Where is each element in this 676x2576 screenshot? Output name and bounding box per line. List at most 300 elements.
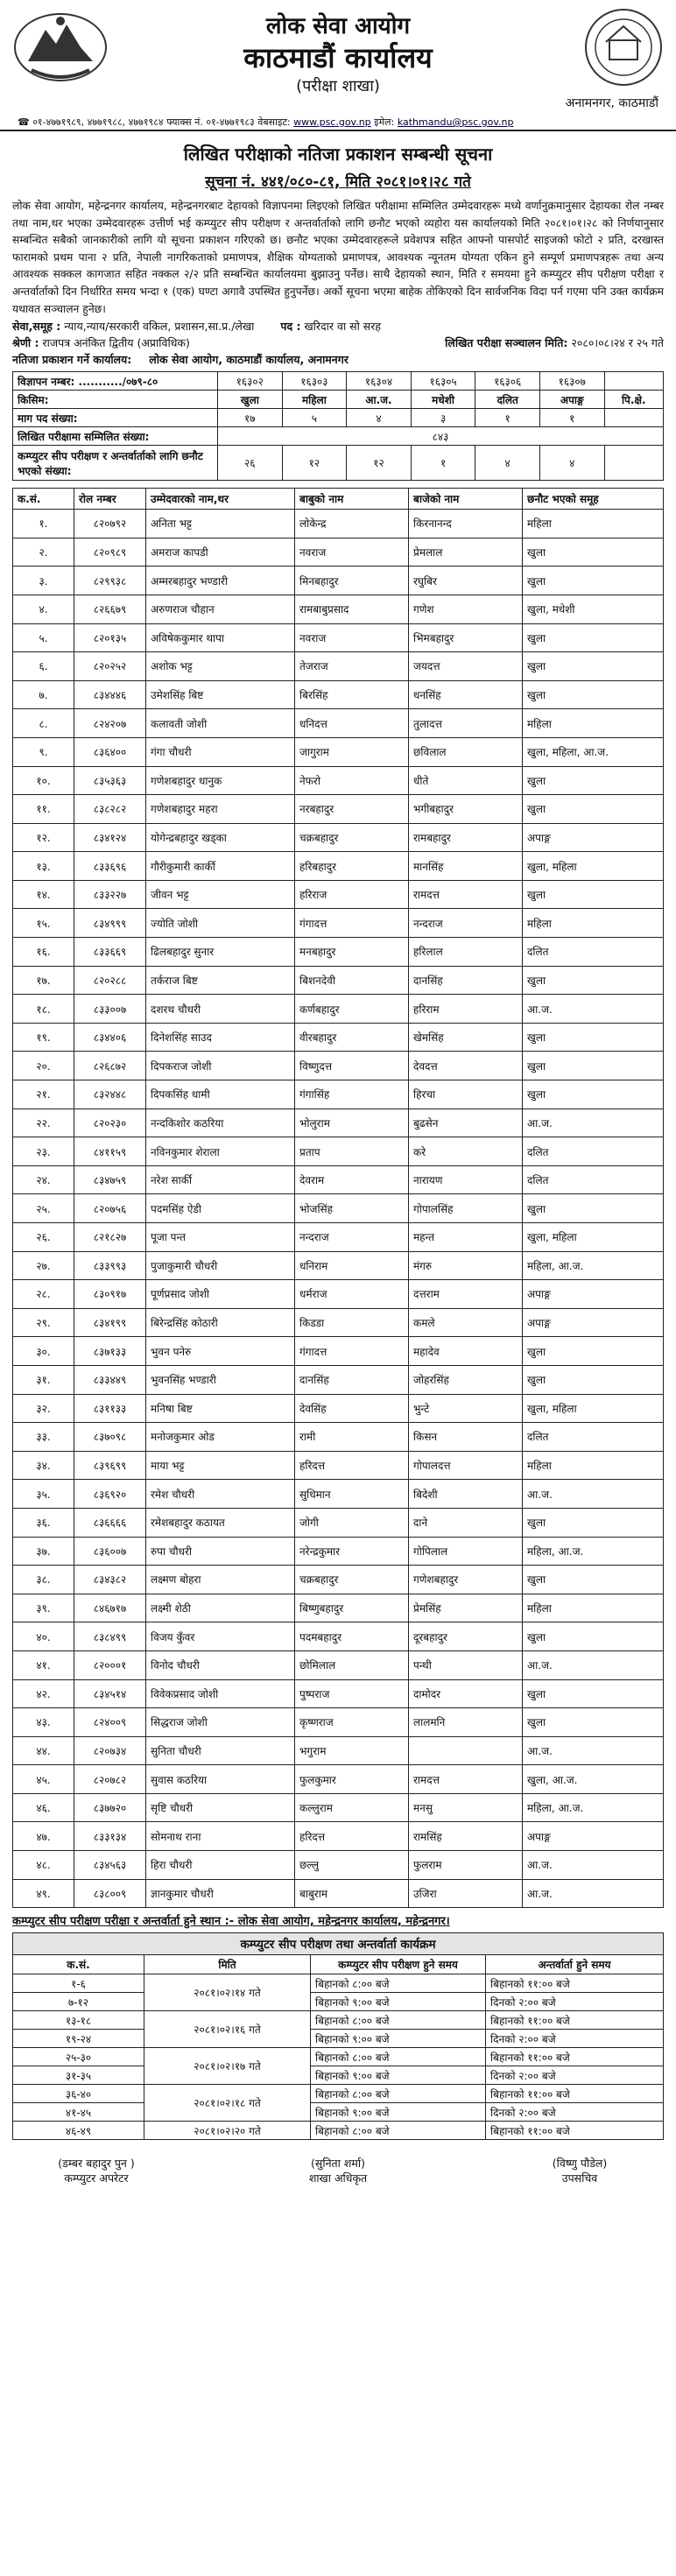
cell-roll: ८२०२३० xyxy=(74,1109,146,1137)
cell-sn: १०. xyxy=(13,766,74,795)
cell-group: खुला xyxy=(523,1708,664,1737)
cell-sn: २८. xyxy=(13,1280,74,1309)
cell-roll: ८३७७२० xyxy=(74,1793,146,1822)
cell-name: नविनकुमार शेराला xyxy=(146,1137,295,1166)
cell-group: दलित xyxy=(523,1165,664,1194)
cell-name: दिपकसिंह धामी xyxy=(146,1080,295,1109)
candidate-row xyxy=(13,1879,664,1908)
cell-roll: ८२०१३५ xyxy=(74,623,146,652)
adv-number: १६३०२ xyxy=(218,372,283,391)
cell-grandfather: रामसिंह xyxy=(409,1822,523,1851)
sched-range: ३६-४० xyxy=(13,2085,144,2103)
signatory xyxy=(510,2156,650,2185)
sched-range: १३-१८ xyxy=(13,2011,144,2030)
signatory-role: कम्प्युटर अपरेटर xyxy=(64,2171,129,2185)
sched-skill-time: बिहानको ८:०० बजे xyxy=(311,2122,486,2140)
cell-sn: ७. xyxy=(13,680,74,709)
cell-sn: १३. xyxy=(13,852,74,881)
cell-roll: ८२०९८९ xyxy=(74,538,146,567)
candidate-rows xyxy=(13,510,664,1908)
cell-father: नरबहादुर xyxy=(295,795,409,824)
cell-father: बाबुराम xyxy=(295,1879,409,1908)
candidate-row xyxy=(13,1308,664,1337)
sched-interview-time: बिहानको ११:०० बजे xyxy=(486,2085,664,2103)
cell-roll: ८२०००१ xyxy=(74,1650,146,1679)
cell-father: बिशनदेवी xyxy=(295,966,409,995)
cell-sn: २९. xyxy=(13,1308,74,1337)
cell-group: आ.ज. xyxy=(523,995,664,1024)
cell-name: बिरेन्द्रसिंह कोठारी xyxy=(146,1308,295,1337)
venue-value: लोक सेवा आयोग, महेन्द्रनगर कार्यालय, महेन्द्रनगर। xyxy=(237,1915,450,1929)
cell-sn: ३९. xyxy=(13,1594,74,1622)
kind-label: किसिम: xyxy=(13,391,218,409)
cell-father: छोमिलाल xyxy=(295,1650,409,1679)
demand-cell: ४ xyxy=(347,409,412,427)
cell-sn: २०. xyxy=(13,1052,74,1080)
cell-name: तर्कराज बिष्ट xyxy=(146,966,295,995)
cell-group: महिला xyxy=(523,1451,664,1480)
candidate-row xyxy=(13,1023,664,1052)
org-name: लोक सेवा आयोग xyxy=(265,13,411,39)
cell-group: अपाङ्ग xyxy=(523,1280,664,1309)
candidate-row xyxy=(13,538,664,567)
cell-sn: २३. xyxy=(13,1137,74,1166)
letterhead xyxy=(0,0,676,131)
cell-name: उमेशसिंह बिष्ट xyxy=(146,680,295,709)
sched-range: १-६ xyxy=(13,1974,144,1993)
cell-group: खुला, महिला xyxy=(523,852,664,881)
cell-roll: ८४११५९ xyxy=(74,1137,146,1166)
cell-roll: ८३४४०६ xyxy=(74,1023,146,1052)
cell-sn: १८. xyxy=(13,995,74,1024)
cell-father: कल्लुराम xyxy=(295,1793,409,1822)
cell-roll: ८३३१३४ xyxy=(74,1822,146,1851)
signatory-name: (सुनिता शर्मा) xyxy=(311,2157,365,2171)
adv-row xyxy=(13,372,664,391)
adv-number: १६३०४ xyxy=(347,372,412,391)
cell-roll: ८२४२०७ xyxy=(74,709,146,738)
cell-roll: ८३०९१७ xyxy=(74,1280,146,1309)
service-value: न्याय,न्याय/सरकारी वकिल, प्रशासन,सा.प्र./लेखा xyxy=(64,320,255,334)
cell-father: रामी xyxy=(295,1423,409,1452)
candidate-row xyxy=(13,1650,664,1679)
cell-roll: ८२०७८२ xyxy=(74,1765,146,1794)
selected-label: कम्प्युटर सीप परीक्षण र अन्तर्वार्ताको लागि छनौट भएको संख्या: xyxy=(13,446,218,481)
cell-name: गंगा चौधरी xyxy=(146,737,295,766)
candidate-row xyxy=(13,1822,664,1851)
cell-grandfather: बुढसेन xyxy=(409,1109,523,1137)
cell-father: भोजसिंह xyxy=(295,1194,409,1223)
cell-group: अपाङ्ग xyxy=(523,1822,664,1851)
sched-range: ४६-४९ xyxy=(13,2122,144,2140)
cell-name: अशोक भट्ट xyxy=(146,652,295,681)
cell-group: खुला xyxy=(523,1566,664,1594)
cell-father: मनबहादुर xyxy=(295,938,409,967)
cell-grandfather: लालमनि xyxy=(409,1708,523,1737)
cell-name: नरेश सार्की xyxy=(146,1165,295,1194)
cell-sn: ४७. xyxy=(13,1822,74,1851)
cell-roll: ८३८००९ xyxy=(74,1879,146,1908)
cell-name: गणेशबहादुर महरा xyxy=(146,795,295,824)
kind-cell: महिला xyxy=(282,391,347,409)
cell-group: अपाङ्ग xyxy=(523,1308,664,1337)
cell-name: सिद्धराज जोशी xyxy=(146,1708,295,1737)
cell-name: विजय कुँवर xyxy=(146,1622,295,1651)
signatory-role: उपसचिव xyxy=(561,2171,598,2185)
schedule-row xyxy=(13,2011,664,2030)
demand-cell: ३ xyxy=(411,409,475,427)
cell-name: भुवनसिंह भण्डारी xyxy=(146,1365,295,1394)
cell-sn: १७. xyxy=(13,966,74,995)
demand-row xyxy=(13,409,664,427)
cell-roll: ८३४४४६ xyxy=(74,680,146,709)
cell-father: बिष्णुबहादुर xyxy=(295,1594,409,1622)
candidate-row xyxy=(13,938,664,967)
cell-father: गंगादत्त xyxy=(295,909,409,938)
cell-group: महिला, आ.ज. xyxy=(523,1251,664,1280)
cell-name: लक्ष्मण बोहरा xyxy=(146,1566,295,1594)
cell-grandfather: महादेव xyxy=(409,1337,523,1366)
cell-name: पदमसिंह ऐडी xyxy=(146,1194,295,1223)
cell-sn: ३७. xyxy=(13,1537,74,1566)
website-link[interactable]: www.psc.gov.np xyxy=(293,116,371,128)
cell-group: खुला xyxy=(523,795,664,824)
cell-group: आ.ज. xyxy=(523,1109,664,1137)
schedule-row xyxy=(13,2048,664,2066)
cell-father: किडडा xyxy=(295,1308,409,1337)
cell-roll: ८३३४४९ xyxy=(74,1365,146,1394)
cell-sn: २४. xyxy=(13,1165,74,1194)
exam-date-value: २०८०।०८।२४ र २५ गते xyxy=(571,336,664,350)
sched-range: ४१-४५ xyxy=(13,2103,144,2122)
cell-name: विवेकप्रसाद जोशी xyxy=(146,1679,295,1708)
sched-col-date: मिति xyxy=(144,1955,311,1974)
cell-sn: २७. xyxy=(13,1251,74,1280)
cell-sn: ३. xyxy=(13,567,74,595)
cell-roll: ८४६७१७ xyxy=(74,1594,146,1622)
exam-date-label: लिखित परीक्षा सञ्चालन मिति: xyxy=(445,336,568,350)
demand-cell: १७ xyxy=(218,409,283,427)
cell-grandfather: हरिलाल xyxy=(409,938,523,967)
cell-father: नेफरो xyxy=(295,766,409,795)
candidate-table xyxy=(12,488,664,1908)
cell-grandfather: गणेशबहादुर xyxy=(409,1566,523,1594)
kind-cell: आ.ज. xyxy=(347,391,412,409)
sched-skill-time: बिहानको ९:०० बजे xyxy=(311,2066,486,2085)
cell-father: कर्णबहादुर xyxy=(295,995,409,1024)
cell-group: खुला xyxy=(523,567,664,595)
cell-name: अमराज कापडी xyxy=(146,538,295,567)
cell-grandfather: नारायण xyxy=(409,1165,523,1194)
cell-grandfather: हिरचा xyxy=(409,1080,523,1109)
sched-interview-time: दिनको २:०० बजे xyxy=(486,2030,664,2048)
cell-group: दलित xyxy=(523,1423,664,1452)
cell-sn: १४. xyxy=(13,880,74,909)
cell-name: मनोजकुमार ओड xyxy=(146,1423,295,1452)
signatory xyxy=(268,2156,408,2185)
cell-grandfather: दूरबहादुर xyxy=(409,1622,523,1651)
adv-number xyxy=(604,372,663,391)
sched-interview-time: बिहानको ११:०० बजे xyxy=(486,1974,664,1993)
sched-col-range: क.सं. xyxy=(13,1955,144,1974)
cell-father: पदमबहादुर xyxy=(295,1622,409,1651)
post-label: पद : xyxy=(280,320,301,334)
cell-father: नवराज xyxy=(295,538,409,567)
cell-sn: ४६. xyxy=(13,1793,74,1822)
cell-group: खुला xyxy=(523,966,664,995)
cell-sn: ३२. xyxy=(13,1394,74,1423)
cell-group: खुला, महिला xyxy=(523,1394,664,1423)
cell-grandfather: किसन xyxy=(409,1423,523,1452)
cell-roll: ८३७०९८ xyxy=(74,1423,146,1452)
cell-group: खुला xyxy=(523,766,664,795)
cell-roll: ८३४१२४ xyxy=(74,823,146,852)
cell-sn: २१. xyxy=(13,1080,74,1109)
sched-interview-time: बिहानको ११:०० बजे xyxy=(486,2011,664,2030)
cell-name: ज्योति जोशी xyxy=(146,909,295,938)
sched-interview-time: दिनको २:०० बजे xyxy=(486,2103,664,2122)
sched-col-interview: अन्तर्वार्ता हुने समय xyxy=(486,1955,664,1974)
cell-name: पूजा पन्त xyxy=(146,1223,295,1252)
psc-seal-icon xyxy=(583,7,664,88)
cell-father: पुष्पराज xyxy=(295,1679,409,1708)
cell-roll: ८३४५१४ xyxy=(74,1679,146,1708)
col-father: बाबुको नाम xyxy=(295,489,409,510)
schedule-row xyxy=(13,1974,664,1993)
cell-name: ज्ञानकुमार चौधरी xyxy=(146,1879,295,1908)
cell-name: पुजाकुमारी चौधरी xyxy=(146,1251,295,1280)
cell-roll: ८३७१३३ xyxy=(74,1337,146,1366)
contact-text: ☎ ०१-४७७१९८९, ४७७१९८८, ४७७१९८४ फ्याक्स नं. ०१-४७७१९८३ वेबसाइट: xyxy=(18,116,291,128)
sched-range: ३१-३५ xyxy=(13,2066,144,2085)
cell-sn: ३१. xyxy=(13,1365,74,1394)
cell-grandfather: धीते xyxy=(409,766,523,795)
candidate-row xyxy=(13,1480,664,1509)
cell-name: सुनिता चौधरी xyxy=(146,1736,295,1765)
cell-grandfather: गणेश xyxy=(409,595,523,623)
candidate-row xyxy=(13,1080,664,1109)
kind-cell: मधेशी xyxy=(411,391,475,409)
cell-group: खुला xyxy=(523,1194,664,1223)
cell-grandfather xyxy=(409,1736,523,1765)
cell-roll: ८२०७३४ xyxy=(74,1736,146,1765)
cell-group: खुला xyxy=(523,680,664,709)
col-group: छनौट भएको समूह xyxy=(523,489,664,510)
cell-sn: ३८. xyxy=(13,1566,74,1594)
cell-name: दिपकराज जोशी xyxy=(146,1052,295,1080)
cell-father: प्रताप xyxy=(295,1137,409,1166)
cell-sn: १९. xyxy=(13,1023,74,1052)
cell-grandfather: गोपिलाल xyxy=(409,1537,523,1566)
venue-label: कम्प्युटर सीप परीक्षण परीक्षा र अन्तर्वार्ता हुने स्थान :- xyxy=(12,1915,235,1929)
cell-grandfather: जोहरसिंह xyxy=(409,1365,523,1394)
cell-group: महिला xyxy=(523,1594,664,1622)
cell-sn: १२. xyxy=(13,823,74,852)
candidate-row xyxy=(13,1708,664,1737)
cell-father: वीरबहादुर xyxy=(295,1023,409,1052)
selected-row xyxy=(13,446,664,481)
cell-grandfather: किरनानन्द xyxy=(409,510,523,538)
cell-roll: ८३४१९९ xyxy=(74,1308,146,1337)
kind-row xyxy=(13,391,664,409)
candidate-row xyxy=(13,1194,664,1223)
candidate-row xyxy=(13,909,664,938)
cell-father: धर्मराज xyxy=(295,1280,409,1309)
signatory-name: (डम्बर बहादुर पुन ) xyxy=(58,2157,135,2171)
cell-grandfather: रामदत्त xyxy=(409,880,523,909)
cell-father: तेजराज xyxy=(295,652,409,681)
notice-body: लोक सेवा आयोग, महेन्द्रनगर कार्यालय, महेन्द्रनगरबाट देहायको विज्ञापनमा लिइएको लिखित परीक्षामा सम्मिलित उम्मेदवारहरू मध्ये वर्णानुक्रमानुसार देहायका रोल नम्बर तथा नाम,थर भएका उम्मेदवारहरू उत्तीर्ण भई कम्प्युटर सीप परीक्षण र अन्तर्वार्ताको लागि छनौट भएको व्यहोरा यस कार्यालयको मिति २०८१।०१।२८ को निर्णयानुसार सम्बन्धित सबैको जानकारीको लागि यो सूचना प्रकाशन गरिएको छ। छनौट भएका उम्मेदवारहरूले प्रवेशपत्र सहित आफ्नो पासपोर्ट साइजको फोटो २ प्रति, दरखास्त फारामको प्रथम पाना २ प्रति, नेपाली नागरिकताको प्रमाणपत्र, शैक्षिक योग्यताको प्रमाणपत्र, आवश्यक न्यूनतम योग्यता एकिन हुने सम्पूर्ण प्रमाणपत्रहरू तथा अन्य आवश्यक सक्कल कागजात सहित नक्कल २/२ प्रति सम्बन्धित कार्यालयमा बुझाउनु पर्नेछ। साथै देहायको स्थान, मिति र समयमा हुने कम्प्युटर सीप परीक्षण परीक्षा र अन्तर्वार्ताको दिन निर्धारित समय भन्दा १ (एक) घण्टा अगावै उपस्थित हुनुपर्नेछ। अर्को सूचना भएमा बाहेक तोकिएको दिन सार्वजनिक विदा पर्न गएमा पनि उक्त कार्यक्रम यथावत सञ्चालन हुनेछ। xyxy=(12,200,664,315)
cell-roll: ८३४७५९ xyxy=(74,1165,146,1194)
cell-father: बिरसिंह xyxy=(295,680,409,709)
selected-cell xyxy=(604,446,663,481)
sched-date: २०८१।०२।१६ गते xyxy=(144,2011,311,2048)
cell-sn: ४५. xyxy=(13,1765,74,1794)
adv-number: १६३०६ xyxy=(475,372,540,391)
cell-grandfather: मानसिंह xyxy=(409,852,523,881)
cell-group: आ.ज. xyxy=(523,1650,664,1679)
cell-father: रामबाबुप्रसाद xyxy=(295,595,409,623)
cell-father: देवसिंह xyxy=(295,1394,409,1423)
candidate-row xyxy=(13,1508,664,1537)
cell-grandfather: मंगरु xyxy=(409,1251,523,1280)
cell-sn: १५. xyxy=(13,909,74,938)
cell-grandfather: जयदत्त xyxy=(409,652,523,681)
cell-father: दानसिंह xyxy=(295,1365,409,1394)
cell-name: अनिता भट्ट xyxy=(146,510,295,538)
post-value: खरिदार वा सो सरह xyxy=(304,320,382,334)
cell-grandfather: महन्त xyxy=(409,1223,523,1252)
cell-father: हरिदत्त xyxy=(295,1822,409,1851)
cell-name: विनोद चौधरी xyxy=(146,1650,295,1679)
cell-grandfather: रघुबिर xyxy=(409,567,523,595)
cell-group: दलित xyxy=(523,938,664,967)
cell-sn: ४. xyxy=(13,595,74,623)
cell-roll: ८३६४०० xyxy=(74,737,146,766)
candidate-row xyxy=(13,966,664,995)
cell-group: खुला xyxy=(523,1052,664,1080)
cell-sn: ४२. xyxy=(13,1679,74,1708)
cell-grandfather: गोपालदत्त xyxy=(409,1451,523,1480)
cell-group: आ.ज. xyxy=(523,1480,664,1509)
cell-name: अम्मरबहादुर भण्डारी xyxy=(146,567,295,595)
cell-father: जागुराम xyxy=(295,737,409,766)
cell-roll: ८२९९३८ xyxy=(74,567,146,595)
schedule-rows xyxy=(13,1974,664,2140)
schedule-header xyxy=(13,1955,664,1974)
col-sn: क.सं. xyxy=(13,489,74,510)
sched-interview-time: बिहानको ११:०० बजे xyxy=(486,2048,664,2066)
cell-group: अपाङ्ग xyxy=(523,823,664,852)
cell-roll: ८२४००९ xyxy=(74,1708,146,1737)
kind-cell: खुला xyxy=(218,391,283,409)
cell-grandfather: भुन्टे xyxy=(409,1394,523,1423)
cell-father: नन्दराज xyxy=(295,1223,409,1252)
cell-group: खुला, महिला xyxy=(523,1223,664,1252)
cell-grandfather: भगीबहादुर xyxy=(409,795,523,824)
appeared-count: ८४३ xyxy=(218,427,664,446)
cell-sn: ९. xyxy=(13,737,74,766)
candidate-row xyxy=(13,709,664,738)
publisher-value: लोक सेवा आयोग, काठमाडौं कार्यालय, अनामनगर xyxy=(149,353,349,367)
cell-grandfather: करे xyxy=(409,1137,523,1166)
cell-grandfather: गोपालसिंह xyxy=(409,1194,523,1223)
cell-grandfather: हरिराम xyxy=(409,995,523,1024)
cell-name: रमेशबहादुर कठायत xyxy=(146,1508,295,1537)
cell-sn: २२. xyxy=(13,1109,74,1137)
cell-group: आ.ज. xyxy=(523,1736,664,1765)
class-label: श्रेणी : xyxy=(12,336,39,350)
cell-group: खुला xyxy=(523,1508,664,1537)
col-grandfather: बाजेको नाम xyxy=(409,489,523,510)
cell-sn: २६. xyxy=(13,1223,74,1252)
schedule-row xyxy=(13,2103,664,2122)
cell-grandfather: खेमसिंह xyxy=(409,1023,523,1052)
cell-father: धनिदत्त xyxy=(295,709,409,738)
selected-cell: २६ xyxy=(218,446,283,481)
cell-name: पूर्णप्रसाद जोशी xyxy=(146,1280,295,1309)
cell-grandfather: पन्थी xyxy=(409,1650,523,1679)
cell-grandfather: दत्तराम xyxy=(409,1280,523,1309)
candidate-row xyxy=(13,1280,664,1309)
cell-group: खुला xyxy=(523,1337,664,1366)
cell-roll: ८२६८७२ xyxy=(74,1052,146,1080)
demand-cell xyxy=(604,409,663,427)
cell-group: खुला, महिला, आ.ज. xyxy=(523,737,664,766)
cell-roll: ८३२४४८ xyxy=(74,1080,146,1109)
sched-skill-time: बिहानको ८:०० बजे xyxy=(311,2085,486,2103)
sched-date: २०८१।०२।१७ गते xyxy=(144,2048,311,2085)
sched-interview-time: दिनको २:०० बजे xyxy=(486,2066,664,2085)
cell-sn: ४८. xyxy=(13,1851,74,1880)
schedule-row xyxy=(13,2030,664,2048)
candidate-row xyxy=(13,1223,664,1252)
summary-table xyxy=(12,371,664,481)
candidate-row xyxy=(13,1394,664,1423)
cell-group: खुला xyxy=(523,652,664,681)
demand-label: माग पद संख्या: xyxy=(13,409,218,427)
cell-group: खुला xyxy=(523,1023,664,1052)
cell-grandfather: प्रेमसिंह xyxy=(409,1594,523,1622)
cell-sn: ४९. xyxy=(13,1879,74,1908)
cell-father: जोगी xyxy=(295,1508,409,1537)
cell-roll: ८३३६६९ xyxy=(74,938,146,967)
cell-grandfather: प्रेमलाल xyxy=(409,538,523,567)
cell-group: खुला xyxy=(523,1679,664,1708)
cell-grandfather: उजिरा xyxy=(409,1879,523,1908)
cell-group: खुला xyxy=(523,623,664,652)
cell-roll: ८३११३३ xyxy=(74,1394,146,1423)
cell-group: महिला, आ.ज. xyxy=(523,1537,664,1566)
cell-name: जीवन भट्ट xyxy=(146,880,295,909)
sched-date: २०८१।०२।१८ गते xyxy=(144,2085,311,2122)
cell-name: रमेश चौधरी xyxy=(146,1480,295,1509)
schedule-table xyxy=(12,1954,664,2140)
cell-sn: ६. xyxy=(13,652,74,681)
candidate-row xyxy=(13,1251,664,1280)
cell-name: सुवास कठरिया xyxy=(146,1765,295,1794)
cell-name: सृष्टि चौधरी xyxy=(146,1793,295,1822)
signatory xyxy=(26,2156,166,2185)
email-link[interactable]: kathmandu@psc.gov.np xyxy=(397,116,514,128)
notice-title: लिखित परीक्षाको नतिजा प्रकाशन सम्बन्धी सूचना xyxy=(183,144,493,165)
cell-group: आ.ज. xyxy=(523,1851,664,1880)
cell-roll: ८३९६९९ xyxy=(74,1451,146,1480)
schedule-row xyxy=(13,2122,664,2140)
schedule-row xyxy=(13,2085,664,2103)
candidate-row xyxy=(13,1165,664,1194)
notice-number: सूचना नं. ४४१/०८०-८१, मिति २०८१।०१।२८ गते xyxy=(205,173,471,191)
